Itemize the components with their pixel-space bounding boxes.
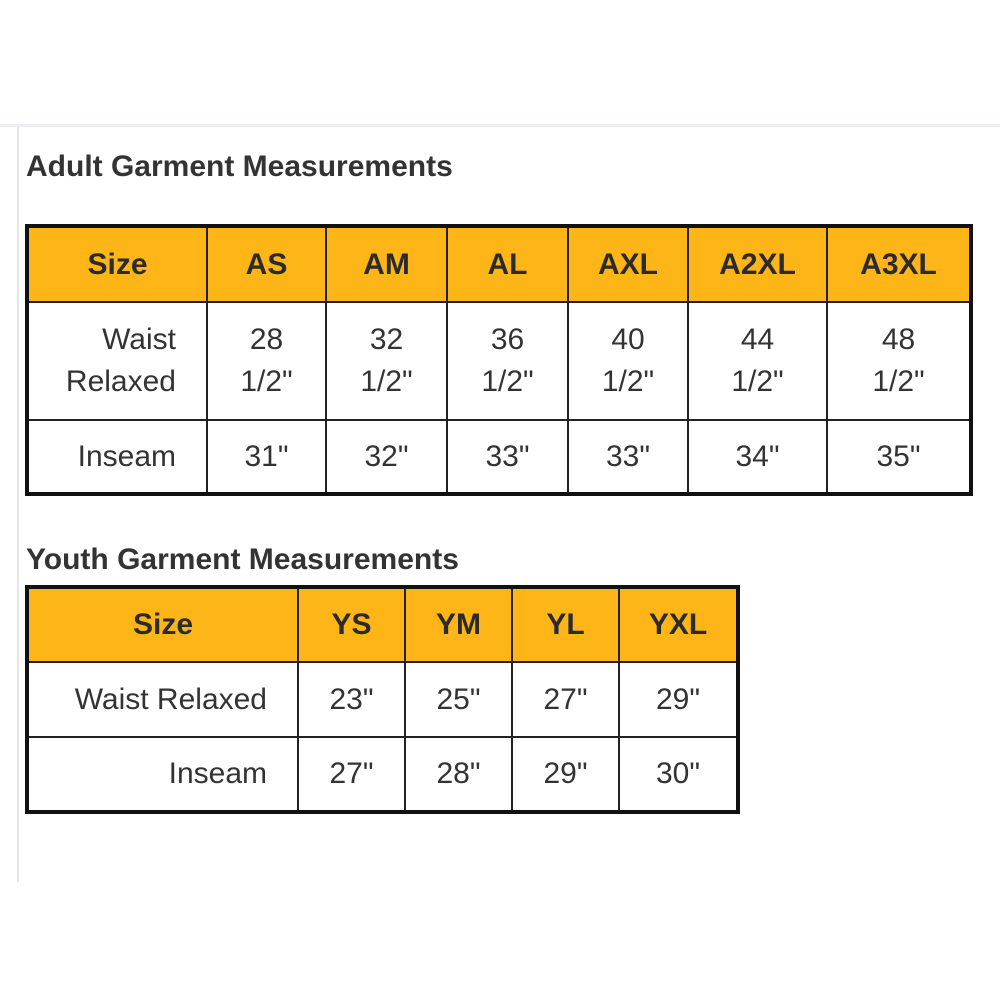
youth-header-size: Size	[27, 587, 298, 662]
youth-header-ys: YS	[298, 587, 405, 662]
adult-header-al: AL	[447, 226, 568, 302]
youth-row-inseam	[27, 737, 738, 812]
adult-row-label-waist	[27, 302, 207, 420]
youth-inseam-yxl: 30"	[619, 737, 738, 812]
adult-waist-axl	[568, 302, 688, 420]
youth-header-row	[27, 587, 738, 662]
adult-inseam-a3xl: 35"	[827, 420, 971, 494]
youth-waist-yl: 27"	[512, 662, 619, 737]
youth-inseam-ym: 28"	[405, 737, 512, 812]
adult-header-row	[27, 226, 971, 302]
adult-waist-label-line2: Relaxed	[65, 365, 176, 398]
adult-waist-axl-whole: 40	[611, 323, 645, 356]
adult-header-as: AS	[207, 226, 326, 302]
youth-size-table	[25, 585, 740, 814]
adult-header-am: AM	[326, 226, 447, 302]
adult-waist-a2xl-whole: 44	[740, 323, 775, 356]
youth-header-yl: YL	[512, 587, 619, 662]
adult-inseam-a2xl: 34"	[688, 420, 827, 494]
youth-row-label-inseam: Inseam	[27, 737, 298, 812]
adult-waist-am-whole: 32	[369, 323, 404, 356]
youth-waist-ym: 25"	[405, 662, 512, 737]
adult-header-a3xl: A3XL	[827, 226, 971, 302]
adult-waist-as	[207, 302, 326, 420]
adult-header-size: Size	[27, 226, 207, 302]
adult-waist-axl-fraction: 1/2"	[601, 365, 655, 398]
adult-waist-al-whole: 36	[490, 323, 525, 356]
adult-header-axl: AXL	[568, 226, 688, 302]
adult-waist-a3xl-whole: 48	[881, 323, 916, 356]
adult-inseam-al: 33"	[447, 420, 568, 494]
adult-waist-as-fraction: 1/2"	[240, 365, 293, 398]
adult-row-label-inseam: Inseam	[27, 420, 207, 494]
youth-waist-yxl: 29"	[619, 662, 738, 737]
youth-section-title: Youth Garment Measurements	[26, 543, 459, 576]
adult-waist-am	[326, 302, 447, 420]
adult-waist-label-line1: Waist	[102, 323, 176, 356]
adult-waist-al-fraction: 1/2"	[481, 365, 534, 398]
adult-waist-a3xl	[827, 302, 971, 420]
adult-inseam-am: 32"	[326, 420, 447, 494]
adult-waist-a2xl-fraction: 1/2"	[731, 365, 784, 398]
adult-waist-a2xl	[688, 302, 827, 420]
youth-header-ym: YM	[405, 587, 512, 662]
adult-header-a2xl: A2XL	[688, 226, 827, 302]
adult-waist-am-fraction: 1/2"	[360, 365, 413, 398]
youth-waist-ys: 23"	[298, 662, 405, 737]
adult-inseam-axl: 33"	[568, 420, 688, 494]
youth-row-waist	[27, 662, 738, 737]
adult-section-title: Adult Garment Measurements	[26, 150, 453, 183]
adult-waist-a3xl-fraction: 1/2"	[872, 365, 925, 398]
youth-header-yxl: YXL	[619, 587, 738, 662]
adult-waist-al	[447, 302, 568, 420]
youth-row-label-waist: Waist Relaxed	[27, 662, 298, 737]
adult-waist-as-whole: 28	[249, 323, 284, 356]
adult-size-table	[25, 224, 973, 496]
adult-row-waist	[27, 302, 971, 420]
youth-inseam-yl: 29"	[512, 737, 619, 812]
adult-row-inseam	[27, 420, 971, 494]
youth-inseam-ys: 27"	[298, 737, 405, 812]
adult-inseam-as: 31"	[207, 420, 326, 494]
